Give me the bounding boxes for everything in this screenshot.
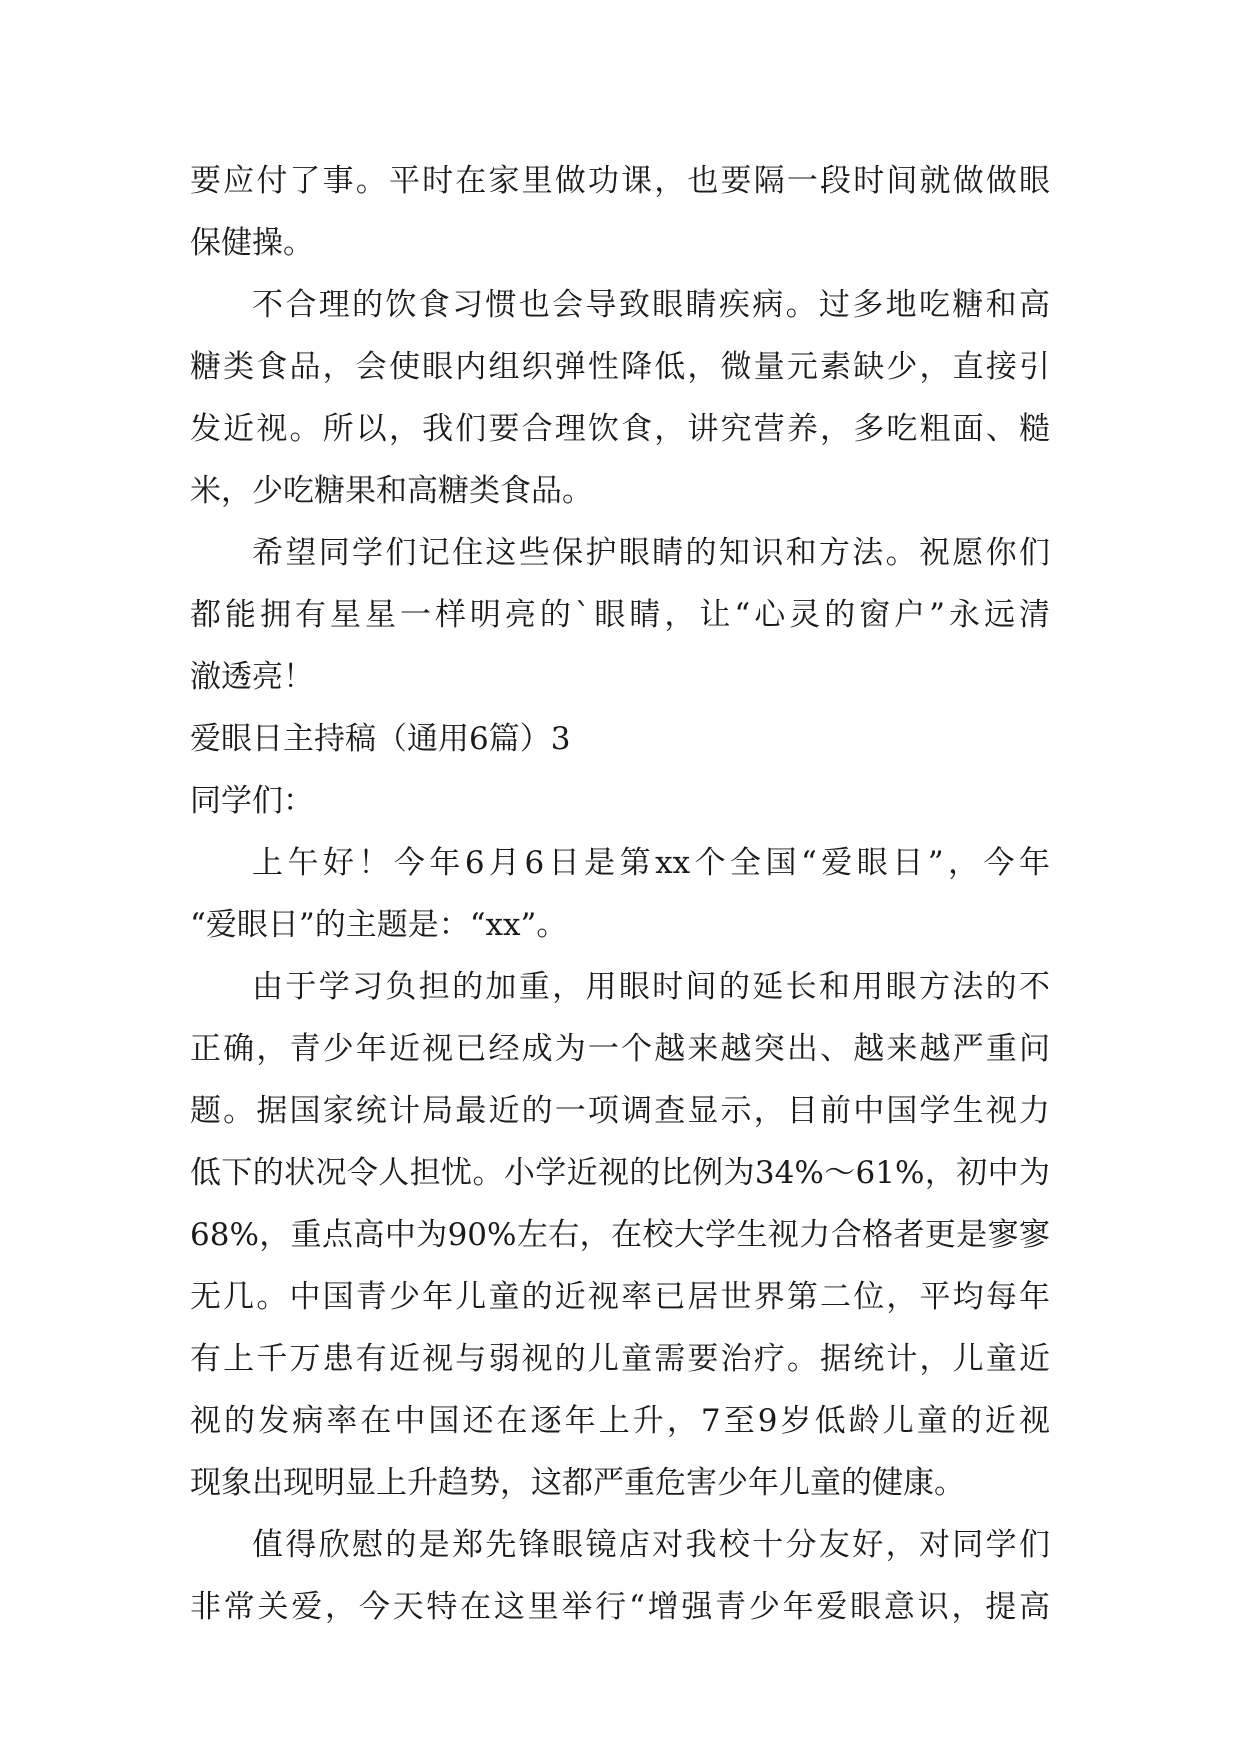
text-line: 非常关爱，今天特在这里举行“增强青少年爱眼意识，提高 <box>190 1589 1050 1625</box>
text-line: 视的发病率在中国还在逐年上升，7至9岁低龄儿童的近视 <box>190 1403 1050 1439</box>
text-line: 正确，青少年近视已经成为一个越来越突出、越来越严重问 <box>190 1031 1050 1067</box>
text-line: 发近视。所以，我们要合理饮食，讲究营养，多吃粗面、糙 <box>190 411 1050 447</box>
paragraph-first-line: 希望同学们记住这些保护眼睛的知识和方法。祝愿你们 <box>252 535 1050 571</box>
salutation: 同学们： <box>190 783 314 819</box>
text-line: 澈透亮！ <box>190 659 314 695</box>
text-line: 有上千万患有近视与弱视的儿童需要治疗。据统计，儿童近 <box>190 1341 1050 1377</box>
paragraph-first-line: 值得欣慰的是郑先锋眼镜店对我校十分友好，对同学们 <box>252 1527 1050 1563</box>
text-line: 都能拥有星星一样明亮的`眼睛，让“心灵的窗户”永远清 <box>190 597 1050 633</box>
text-line: 题。据国家统计局最近的一项调查显示，目前中国学生视力 <box>190 1093 1050 1129</box>
text-line: 无几。中国青少年儿童的近视率已居世界第二位，平均每年 <box>190 1279 1050 1315</box>
text-line: 米，少吃糖果和高糖类食品。 <box>190 473 593 509</box>
document-body <box>190 150 1050 1638</box>
paragraph-first-line: 由于学习负担的加重，用眼时间的延长和用眼方法的不 <box>252 969 1050 1005</box>
paragraph-first-line: 上午好！今年6月6日是第xx个全国“爱眼日”，今年 <box>252 845 1050 881</box>
text-line: 保健操。 <box>190 225 314 261</box>
text-line: 68%，重点高中为90%左右，在校大学生视力合格者更是寥寥 <box>190 1217 1050 1253</box>
text-line: 低下的状况令人担忧。小学近视的比例为34%～61%，初中为 <box>190 1155 1050 1191</box>
text-line: 要应付了事。平时在家里做功课，也要隔一段时间就做做眼 <box>190 163 1050 199</box>
text-line: “爱眼日”的主题是：“xx”。 <box>190 907 568 943</box>
text-line: 糖类食品，会使眼内组织弹性降低，微量元素缺少，直接引 <box>190 349 1050 385</box>
section-heading: 爱眼日主持稿（通用6篇）3 <box>190 721 571 757</box>
paragraph-first-line: 不合理的饮食习惯也会导致眼睛疾病。过多地吃糖和高 <box>252 287 1050 323</box>
text-line: 现象出现明显上升趋势，这都严重危害少年儿童的健康。 <box>190 1465 965 1501</box>
